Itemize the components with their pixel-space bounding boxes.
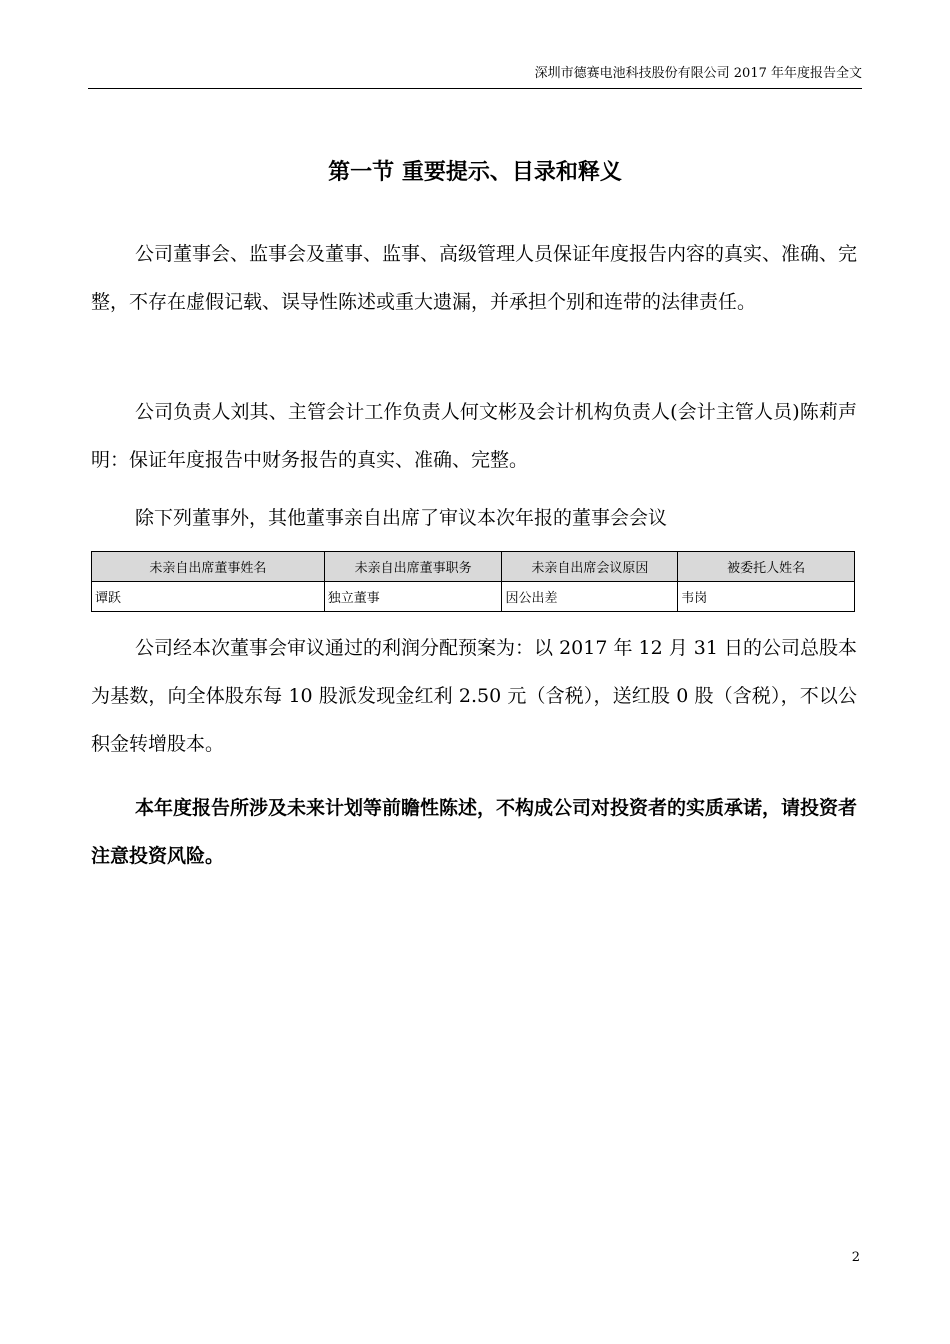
table-header-row xyxy=(92,552,855,582)
cell-absence-reason: 因公出差 xyxy=(502,582,678,612)
cell-director-position: 独立董事 xyxy=(324,582,502,612)
paragraph-financial-declaration: 公司负责人刘其、主管会计工作负责人何文彬及会计机构负责人(会计主管人员)陈莉声明：保证年度报告中财务报告的真实、准确、完整。 xyxy=(91,401,857,471)
cell-director-name: 谭跃 xyxy=(92,582,325,612)
table-row xyxy=(92,582,855,612)
paragraph-responsibility-statement: 公司董事会、监事会及董事、监事、高级管理人员保证年度报告内容的真实、准确、完整，不存在虚假记载、误导性陈述或重大遗漏，并承担个别和连带的法律责任。 xyxy=(91,243,858,313)
paragraph-absent-directors-intro: 除下列董事外，其他董事亲自出席了审议本次年报的董事会会议 xyxy=(135,507,668,529)
page-header: 深圳市德赛电池科技股份有限公司 2017 年年度报告全文 xyxy=(534,66,862,81)
page-number: 2 xyxy=(851,1250,860,1265)
absent-directors-table xyxy=(91,551,855,612)
paragraph-profit-distribution: 公司经本次董事会审议通过的利润分配预案为：以 2017 年 12 月 31 日的公司总股本为基数，向全体股东每 10 股派发现金红利 2.50 元（含税），送红股 0 股（含税），不以公积金转增股本。 xyxy=(91,637,857,755)
header-proxy-name: 被委托人姓名 xyxy=(678,552,855,582)
header-absent-director-name: 未亲自出席董事姓名 xyxy=(92,552,325,582)
header-rule xyxy=(88,88,862,89)
section-title: 第一节 重要提示、目录和释义 xyxy=(328,159,622,185)
header-absence-reason: 未亲自出席会议原因 xyxy=(502,552,678,582)
cell-proxy-name: 韦岗 xyxy=(678,582,855,612)
paragraph-risk-warning: 本年度报告所涉及未来计划等前瞻性陈述，不构成公司对投资者的实质承诺，请投资者注意投资风险。 xyxy=(91,797,858,867)
header-absent-director-position: 未亲自出席董事职务 xyxy=(324,552,502,582)
